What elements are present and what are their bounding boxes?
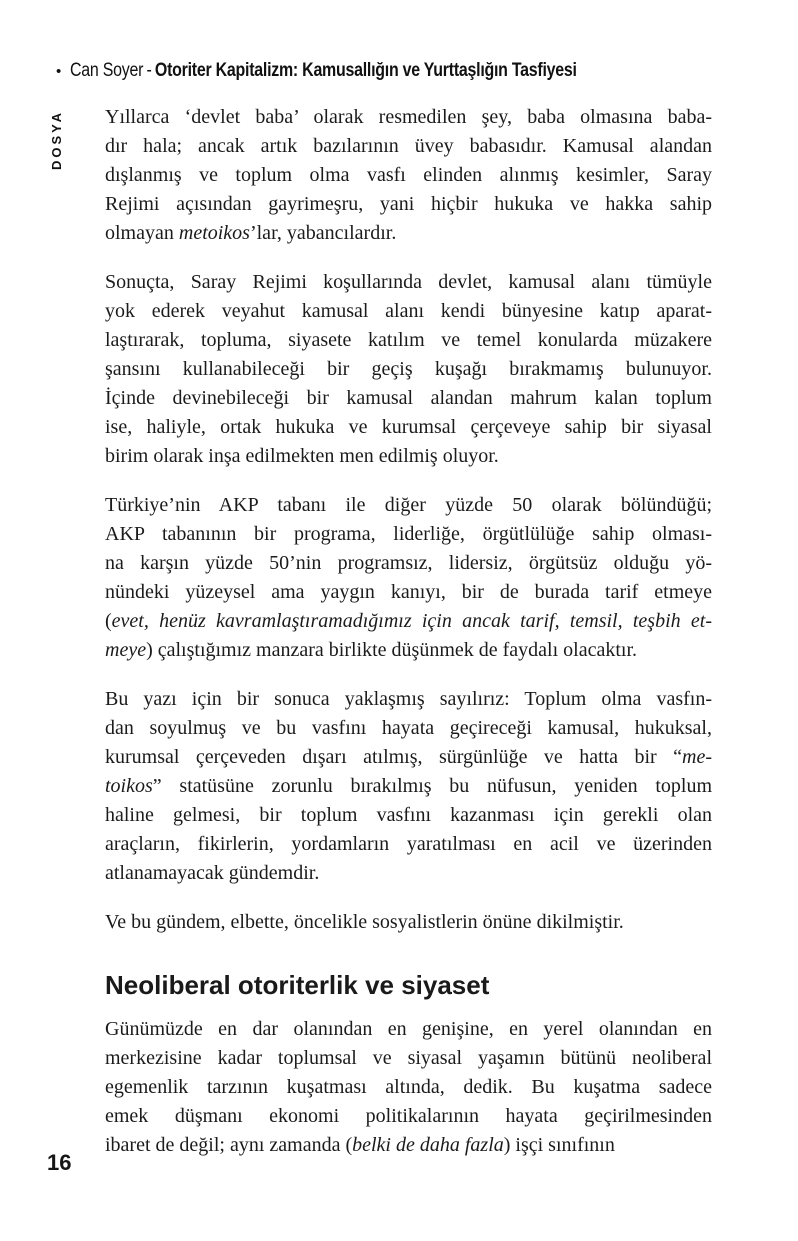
paragraph: [105, 1015, 712, 1160]
text-line: Bu yazı için bir sonuca yaklaşmış sayılırız: Toplum olma vasfın-: [105, 688, 712, 710]
text-line: kurumsal çerçeveden dışarı atılmış, sürgünlüğe ve hatta bir “me-: [105, 746, 712, 768]
running-header: [56, 60, 674, 82]
text-line: İçinde devinebileceği bir kamusal alandan mahrum kalan toplum: [105, 387, 712, 409]
text-line: haline gelmesi, bir toplum vasfını kazanması için gerekli olan: [105, 804, 712, 826]
text-line: atlanamayacak gündemdir.: [105, 862, 320, 884]
article-body: [105, 103, 712, 1180]
text-line: Yıllarca ‘devlet baba’ olarak resmedilen şey, baba olmasına baba-: [105, 106, 712, 128]
paragraph: [105, 491, 712, 665]
bullet-icon: •: [56, 62, 62, 80]
text-line: Rejimi açısından gayrimeşru, yani hiçbir hukuka ve hakka sahip: [105, 193, 712, 215]
text-line: (evet, henüz kavramlaştıramadığımız için ancak tarif, temsil, teşbih et-: [105, 610, 712, 632]
text-line: nündeki yüzeysel ama yaygın kanıyı, bir de burada tarif etmeye: [105, 581, 712, 603]
text-line: dan soyulmuş ve bu vasfını hayata geçireceği kamusal, hukuksal,: [105, 717, 712, 739]
author-name: Can Soyer: [70, 60, 144, 81]
text-line: Ve bu gündem, elbette, öncelikle sosyalistlerin önüne dikilmiştir.: [105, 911, 624, 933]
article-title: Otoriter Kapitalizm: Kamusallığın ve Yurttaşlığın Tasfiyesi: [155, 60, 577, 81]
text-line: laştırarak, topluma, siyasete katılım ve temel konularda müzakere: [105, 329, 712, 351]
paragraph: [105, 908, 712, 937]
text-line: AKP tabanının bir programa, liderliğe, örgütlülüğe sahip olması-: [105, 523, 712, 545]
text-line: ise, haliyle, ortak hukuka ve kurumsal çerçeveye sahip bir siyasal: [105, 416, 712, 438]
text-line: araçların, fikirlerin, yordamların yaratılması en acil ve üzerinden: [105, 833, 712, 855]
paragraph: [105, 685, 712, 888]
text-line: meye) çalıştığımız manzara birlikte düşünmek de faydalı olacaktır.: [105, 639, 638, 661]
running-header-text: [70, 60, 577, 82]
text-line: dışlanmış ve toplum olma vasfı elinden alınmış kesimler, Saray: [105, 164, 712, 186]
text-line: Türkiye’nin AKP tabanı ile diğer yüzde 50 olarak bölündüğü;: [105, 494, 712, 516]
text-line: merkezisine kadar toplumsal ve siyasal yaşamın bütünü neoliberal: [105, 1047, 712, 1069]
text-line: birim olarak inşa edilmekten men edilmiş oluyor.: [105, 445, 499, 467]
section-heading: Neoliberal otoriterlik ve siyaset: [105, 970, 490, 1000]
text-line: Sonuçta, Saray Rejimi koşullarında devlet, kamusal alanı tümüyle: [105, 271, 712, 293]
paragraph: [105, 103, 712, 248]
text-line: toikos” statüsüne zorunlu bırakılmış bu nüfusun, yeniden toplum: [105, 775, 712, 797]
header-separator: -: [146, 60, 152, 81]
page-number: 16: [47, 1150, 72, 1175]
text-line: şansını kullanabileceği bir geçiş kuşağı bırakmamış bulunuyor.: [105, 358, 712, 380]
dossier-sidebar-label: DOSYA: [49, 109, 64, 170]
text-line: dır hala; ancak artık bazılarının üvey babasıdır. Kamusal alandan: [105, 135, 712, 157]
text-line: Günümüzde en dar olanından en genişine, en yerel olanından en: [105, 1018, 712, 1040]
text-line: emek düşmanı ekonomi politikalarının hayata geçirilmesinden: [105, 1105, 712, 1127]
paragraph: [105, 268, 712, 471]
text-line: ibaret de değil; aynı zamanda (belki de daha fazla) işçi sınıfının: [105, 1134, 615, 1156]
text-line: olmayan metoikos’lar, yabancılardır.: [105, 222, 397, 244]
text-line: na karşın yüzde 50’nin programsız, lidersiz, örgütsüz olduğu yö-: [105, 552, 712, 574]
text-line: egemenlik tarzının kuşatması altında, dedik. Bu kuşatma sadece: [105, 1076, 712, 1098]
text-line: yok ederek veyahut kamusal alanı kendi bünyesine katıp aparat-: [105, 300, 712, 322]
